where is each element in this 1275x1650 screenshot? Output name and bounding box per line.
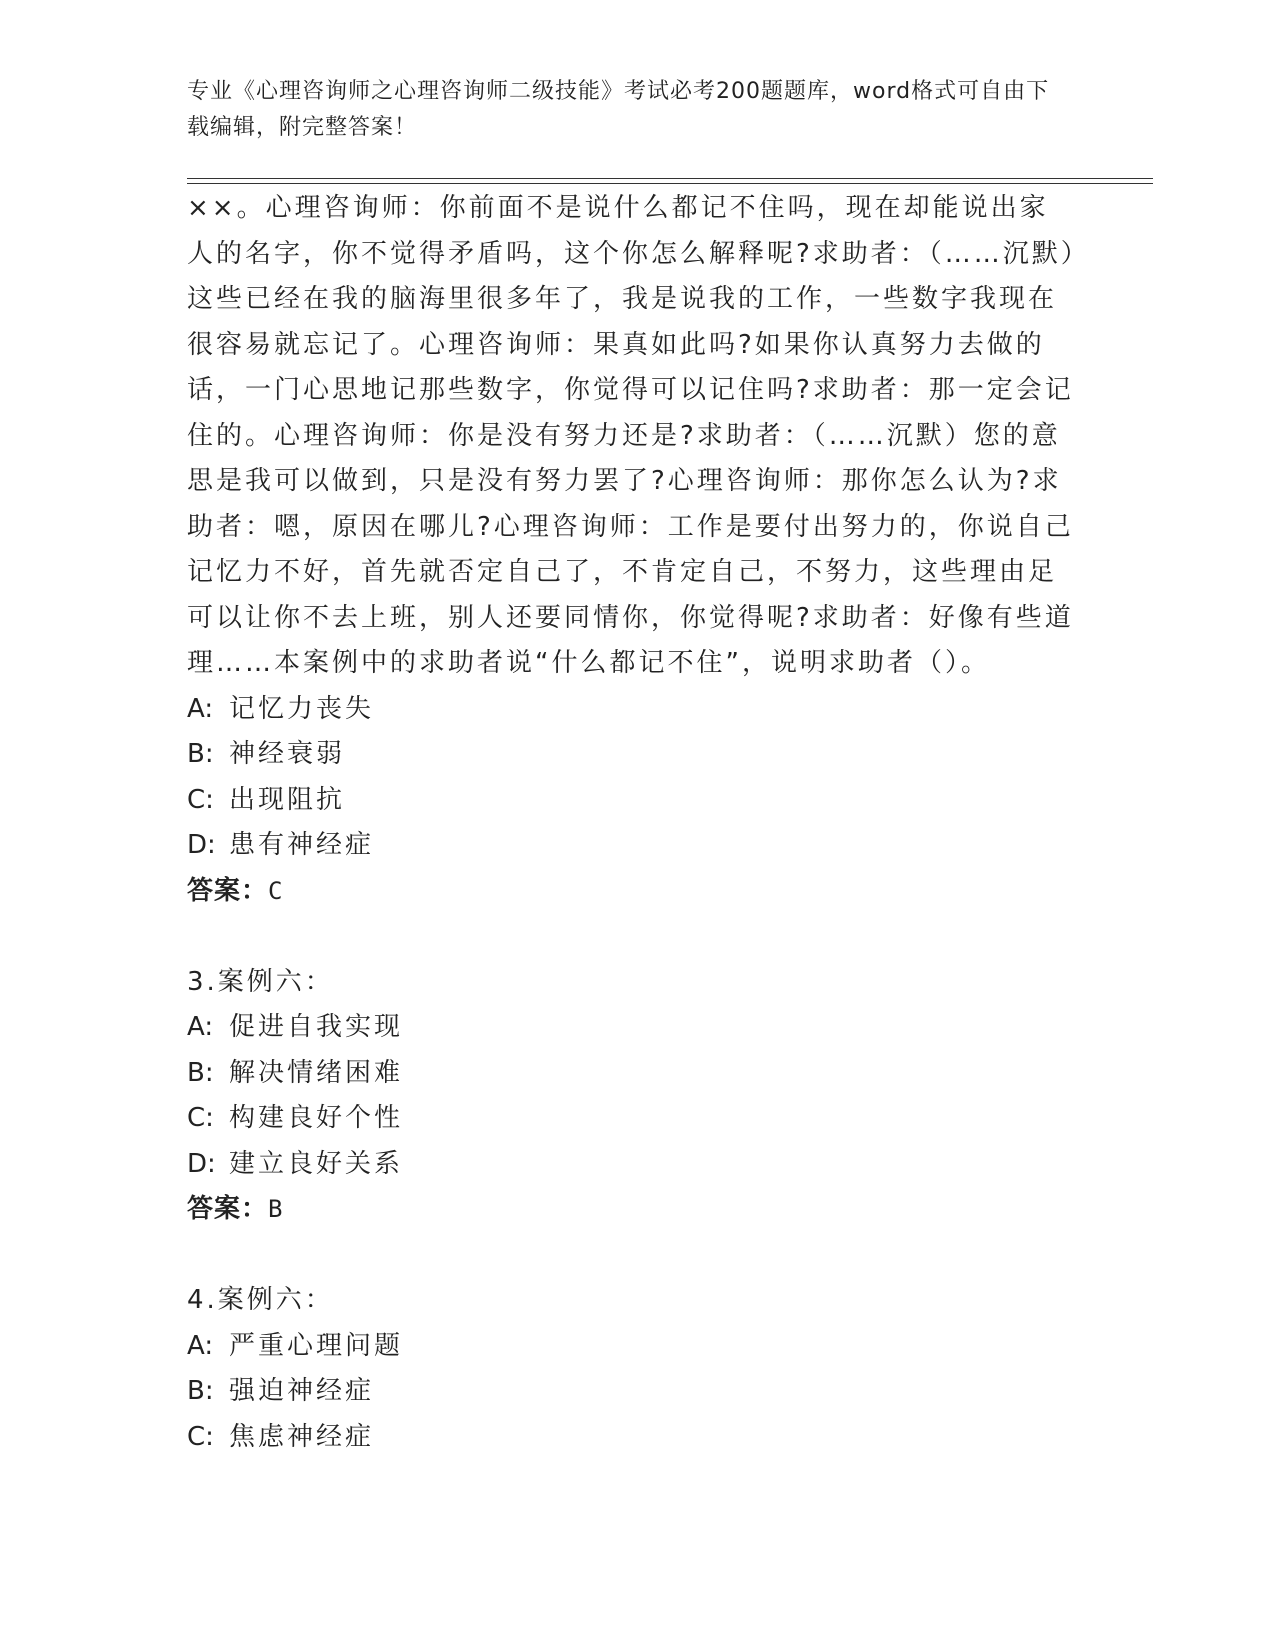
answer-label: 答案：: [187, 875, 269, 906]
option-d: [187, 823, 1077, 869]
option-d: [187, 1142, 1077, 1188]
header-divider-top: [187, 178, 1153, 179]
option-letter: C:: [187, 1421, 214, 1452]
option-letter: D:: [187, 1148, 216, 1179]
option-text: 构建良好个性: [229, 1103, 404, 1133]
option-letter: D:: [187, 830, 216, 860]
document-header: [187, 74, 1067, 146]
option-letter: B:: [187, 1057, 214, 1088]
option-letter: A:: [187, 693, 214, 724]
option-letter: C:: [187, 784, 214, 815]
option-letter: B:: [187, 739, 214, 769]
answer-label: 答案：: [187, 1194, 269, 1224]
question-title: 3.案例六：: [187, 966, 334, 997]
option-letter: B:: [187, 1376, 214, 1406]
option-text: 神经衰弱: [229, 739, 346, 769]
header-divider-bottom: [187, 183, 1153, 184]
option-text: 强迫神经症: [229, 1376, 375, 1406]
option-letter: C:: [187, 1103, 214, 1133]
document-body: [187, 186, 1077, 1460]
question-spacer: [187, 1233, 1077, 1279]
answer-line: [187, 1187, 1077, 1233]
option-text: 焦虑神经症: [229, 1421, 375, 1452]
option-b: [187, 732, 1077, 778]
option-text: 记忆力丧失: [229, 693, 375, 724]
option-text: 出现阻抗: [229, 784, 346, 815]
option-text: 严重心理问题: [229, 1330, 404, 1361]
document-title: 专业《心理咨询师之心理咨询师二级技能》考试必考200题题库，word格式可自由下载编辑，附完整答案！: [187, 79, 1050, 140]
option-letter: A:: [187, 1330, 214, 1361]
option-text: 患有神经症: [229, 830, 375, 860]
option-b: [187, 1051, 1077, 1097]
question-2-options: [187, 687, 1077, 915]
option-c: [187, 1415, 1077, 1461]
case-passage: ××。心理咨询师：你前面不是说什么都记不住吗，现在却能说出家人的名字，你不觉得矛盾吗，这个你怎么解释呢?求助者：（……沉默）这些已经在我的脑海里很多年了，我是说我的工作，一些数字我现在很容易就忘记了。心理咨询师：果真如此吗?如果你认真努力去做的话，一门心思地记那些数字，你觉得可以记住吗?求助者：那一定会记住的。心理咨询师：你是没有努力还是?求助者：（……沉默）您的意思是我可以做到，只是没有努力罢了?心理咨询师：那你怎么认为?求助者：嗯，原因在哪儿?心理咨询师：工作是要付出努力的，你说自己记忆力不好，首先就否定自己了，不肯定自己，不努力，这些理由足可以让你不去上班，别人还要同情你，你觉得呢?求助者：好像有些道理……本案例中的求助者说“什么都记不住”，说明求助者（）。: [187, 193, 1077, 678]
question-title: 4.案例六：: [187, 1285, 334, 1315]
option-a: [187, 687, 1077, 733]
answer-value: C: [268, 876, 283, 905]
option-text: 建立良好关系: [229, 1148, 404, 1179]
question-4: [187, 1278, 1077, 1460]
option-c: [187, 778, 1077, 824]
answer-value: B: [268, 1195, 283, 1223]
option-a: [187, 1324, 1077, 1370]
option-c: [187, 1096, 1077, 1142]
option-text: 解决情绪困难: [229, 1057, 404, 1088]
option-a: [187, 1005, 1077, 1051]
option-b: [187, 1369, 1077, 1415]
option-letter: A:: [187, 1012, 214, 1042]
question-3: [187, 960, 1077, 1233]
question-spacer: [187, 914, 1077, 960]
answer-line: [187, 869, 1077, 915]
option-text: 促进自我实现: [229, 1012, 404, 1042]
